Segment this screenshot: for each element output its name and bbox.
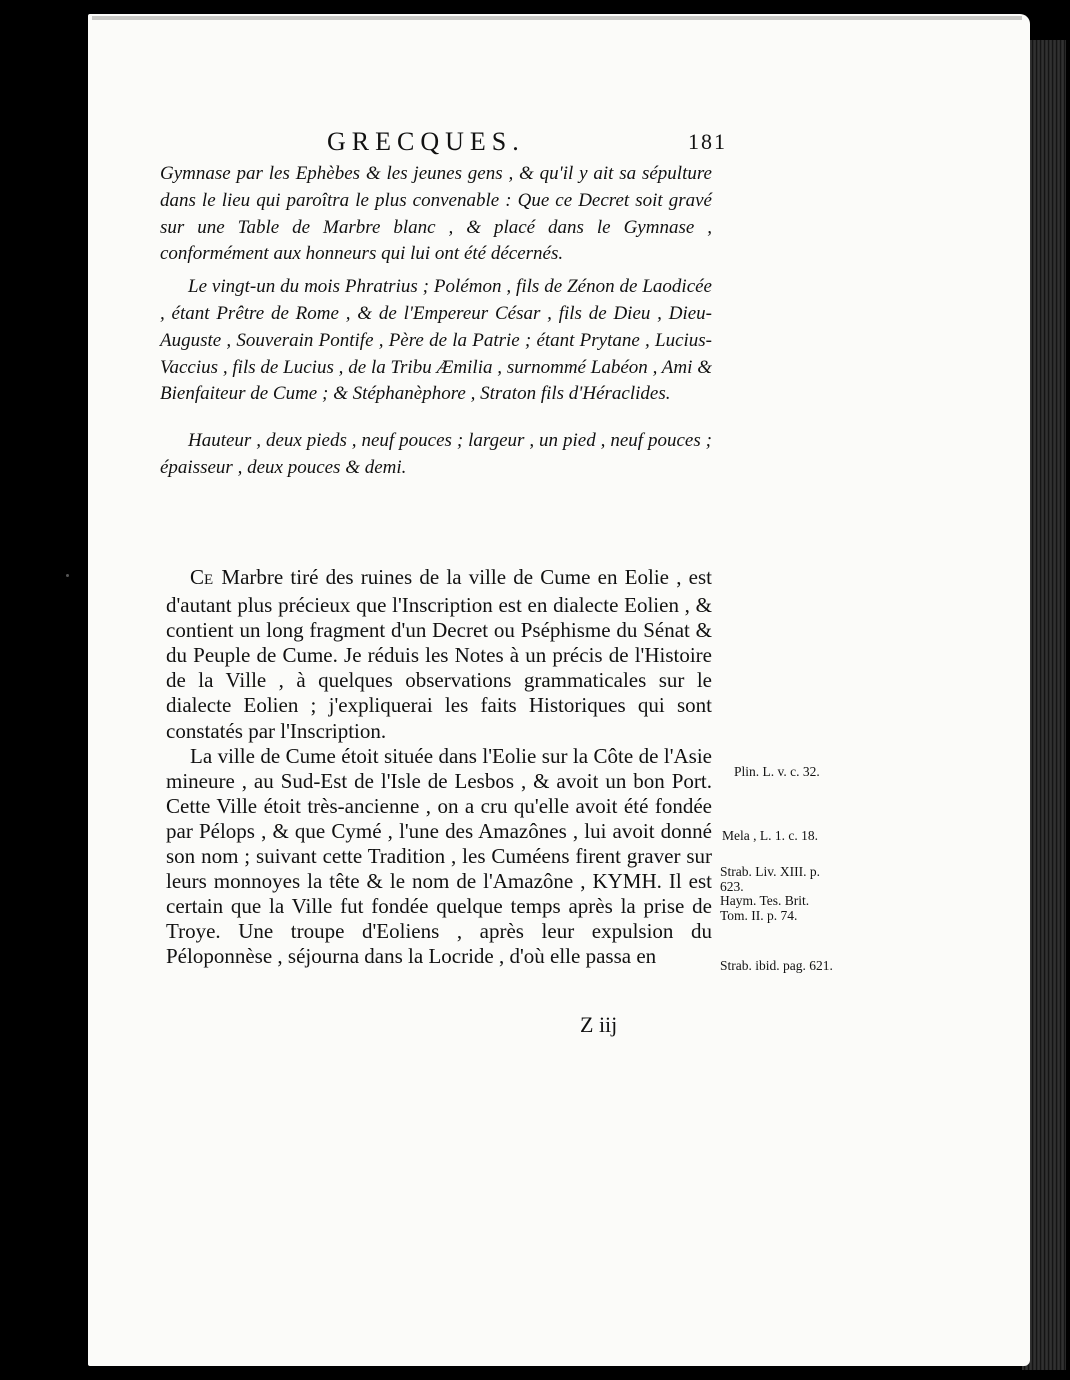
commentary-text [166, 565, 712, 970]
margin-note: Strab. ibid. pag. 621. [720, 958, 833, 973]
decree-text [160, 161, 712, 482]
commentary-paragraph-1 [166, 565, 712, 744]
small-capital: E [204, 572, 215, 588]
page-number: 181 [688, 129, 727, 154]
margin-note: Plin. L. v. c. 32. [734, 764, 820, 779]
running-header [327, 127, 727, 161]
commentary-paragraph-1-text: Marbre tiré des ruines de la ville de Cume en Eolie , est d'autant plus précieux que l'Inscription est en dialecte Eolien , & contient un long fragment d'un Decret ou Pséphisme du Sénat & du Peuple de Cume. Je réduis les Notes à un précis de l'Histoire de la Ville , à quelques observations grammaticales sur le dialecte Eolien ; j'expliquerai les faits Historiques qui sont constatés par l'Inscription. [166, 565, 712, 743]
print-speck [66, 574, 69, 577]
dimensions-paragraph: Hauteur , deux pieds , neuf pouces ; largeur , un pied , neuf pouces ; épaisseur , deux pouces & demi. [160, 430, 712, 478]
running-title: GRECQUES. [327, 127, 525, 156]
margin-note: Strab. Liv. XIII. p. 623. [720, 864, 820, 894]
margin-note: Mela , L. 1. c. 18. [722, 828, 818, 843]
decree-paragraph-2: Le vingt-un du mois Phratrius ; Polémon , fils de Zénon de Laodicée , étant Prêtre de Rome , & de l'Empereur César , fils de Dieu , Dieu-Auguste , Souverain Pontife , Père de la Patrie ; étant Prytane , Lucius-Vaccius , fils de Lucius , de la Tribu Æmilia , surnommé Labéon , Ami & Bienfaiteur de Cume ; & Stéphanèphore , Straton fils d'Héraclides. [160, 276, 712, 405]
drop-capital: C [190, 565, 205, 589]
signature-mark: Z iij [580, 1012, 618, 1037]
commentary-paragraph-2: La ville de Cume étoit située dans l'Eolie sur la Côte de l'Asie mineure , au Sud-Est de l'Isle de Lesbos , & avoit un bon Port. Cette Ville étoit très-ancienne , on a cru qu'elle avoit été fondée par Pélops , & que Cymé , l'une des Amazônes , lui avoit donné son nom ; suivant cette Tradition , les Cuméens firent graver sur leurs monnoyes la tête & le nom de l'Amazône , ΚΥΜΗ. Il est certain que la Ville fut fondée quelque temps après la prise de Troye. Une troupe d'Eoliens , après leur expulsion du Péloponnèse , séjourna dans la Locride , d'où elle passa en [166, 743, 712, 969]
top-edge-rule [92, 16, 1022, 20]
margin-note: Haym. Tes. Brit. Tom. II. p. 74. [720, 893, 810, 923]
decree-paragraph-1: Gymnase par les Ephèbes & les jeunes gens , & qu'il y ait sa sépulture dans le lieu qui paroîtra le plus convenable : Que ce Decret soit gravé sur une Table de Marbre blanc , & placé dans le Gymnase , conformément aux honneurs qui lui ont été décernés. [160, 163, 712, 265]
